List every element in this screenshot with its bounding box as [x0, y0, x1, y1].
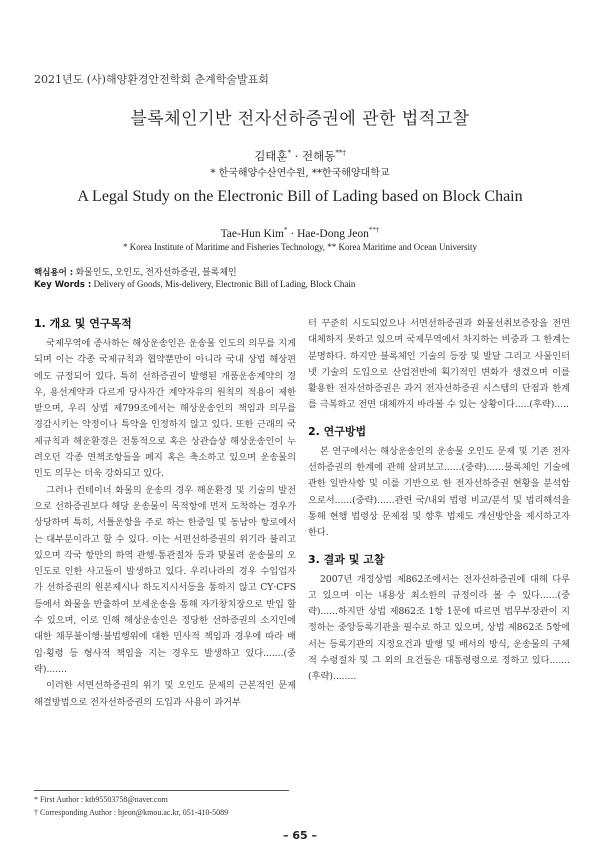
author-2-name: 전해동 — [301, 149, 336, 163]
section-2-heading: 2. 연구방법 — [308, 424, 367, 438]
section-1-paragraph-1: 국제무역에 종사하는 해상운송인은 운송물 인도의 의무를 지게 되며 이는 각종 국제규칙과 협약뿐만이 아니라 국내 상법 해상편에도 규정되어 있다. 특히 선하증권이 발행된 개품운송계약의 경우, 용선계약과 다르게 당사자간 계약자유의 원칙의 적용이 제한받으며, 우리 상법 제799조에서는 해상운송인의 책임과 의무를 경감시키는 약정이나 특약을 인정하지 않고 있다. 또한 근래의 국제규칙과 해운환경은 전통적으로 혹은 상관습상 해상운송인이 누려오던 각종 면책조항들을 폐지 혹은 축소하고 있으며 운송물의 인도 의무는 더욱 강화되고 있다. — [34, 338, 296, 480]
footnote-first-author: * First Author : ktb95503758@naver.com — [34, 795, 168, 804]
section-2-paragraph: 본 연구에서는 해상운송인의 운송물 오인도 문제 및 기존 전자선하증권의 한계에 관해 살펴보고......(중략)......블록체인 기술에 관한 일반사항 및 이를 기반으로 한 전자선하증권 현황을 분석함으로서......(중략)......관련 국/내외 법령 비교/분석 및 법리해석을 통해 현행 법령상 문제점 및 향후 법제도 개선방안을 제시하고자 한다. — [308, 445, 570, 539]
affiliation-korean: * 한국해양수산연수원, **한국해양대학교 — [210, 168, 390, 179]
title-english: A Legal Study on the Electronic Bill of Lading based on Block Chain — [77, 188, 523, 205]
authors-english — [0, 226, 600, 240]
section-1-paragraph-2: 그러나 컨테이너 화물의 운송의 경우 해운환경 및 기술의 발전으로 선하증권보다 해당 운송물이 목적항에 먼저 도착하는 경우가 상당하며 특히, 서틀운항을 주로 하는 한중일 및 동남아 항로에서는 대부분이라고 할 수 있다. 이는 서편선하증권의 위기라 불리고 있으며 각국 항만의 하역 관행·통관절차 등과 맞물려 운송물의 오인도로 인한 사고들이 발생하고 있다. 우리나라의 경우 수입업자가 선하증권의 원본제시나 하도지시서등을 통하지 않고 CY·CFS 등에서 화물을 반출하여 보세운송을 통해 자가창치장으로 반입 할 수 있으며, 이로 인해 해상운송인은 정당한 선하증권의 소지인에 대한 채무불이행·불법행위에 대한 민사적 책임과 경우에 따라 배임·횡령 등 형사적 책임을 지는 경우도 발생하고 있다.......(중략)....... — [34, 484, 296, 675]
author-1-name: 김태훈 — [254, 149, 288, 163]
keywords-korean — [34, 265, 237, 278]
section-1-heading: 1. 개요 및 연구목적 — [34, 317, 132, 330]
keywords-english-label: Key Words : — [34, 280, 92, 290]
keywords-english-text: Delivery of Goods, Mis-delivery, Electronic Bill of Lading, Block Chain — [91, 279, 356, 289]
section-1-continuation: 터 꾸준히 시도되었으나 서면선하증권과 화물선취보증장을 전면 대체하지 못하고 있으며 국제무역에서 차지하는 비중과 그 한계는 분명하다. 하지만 블록체인 기술의 등장 및 발달 그리고 사물인터넷 기술의 도입으로 산업전반에 획기적인 변화가 생겼으며 이를 활용한 전자선하증권은 과거 전자선하증권 시스템의 단점과 한계를 극복하고 전면 대체까지 바라볼 수 있는 상황이다.....(후략)..... — [308, 318, 570, 411]
author-2-mark-en: **† — [368, 226, 380, 234]
footnote-divider — [34, 790, 289, 791]
keywords-korean-text: 화물인도, 오인도, 전자선하증권, 블록체인 — [73, 267, 237, 277]
author-1-mark-en: * — [283, 226, 288, 234]
affiliation-english: * Korea Institute of Maritime and Fisheries Technology, ** Korea Maritime and Ocean University — [122, 242, 478, 252]
section-3-paragraph: 2007년 개정상법 제862조에서는 전자선하증권에 대해 다루고 있으며 이는 내용상 최소한의 규정이라 볼 수 있다......(중략)......하지만 상법 제862조 1항 1문에 따르면 법무부장관이 지정하는 중앙등록기관을 필수로 하고 있으며, 상법 제862조 5항에서는 등록기관의 지정요건과 발행 및 배서의 방식, 운송물의 구체적 수령절차 및 그 외의 요건들은 대통령령으로 정하고 있다.......(후략)........ — [308, 573, 570, 683]
keywords-english — [34, 279, 355, 290]
keywords-korean-label: 핵심용어 : — [34, 268, 74, 278]
page-number: – 65 – — [283, 829, 317, 842]
author-1-mark: * — [287, 149, 292, 158]
author-separator: · — [291, 149, 302, 163]
left-column — [34, 316, 296, 711]
authors-korean — [0, 148, 600, 164]
right-column — [308, 316, 570, 686]
conference-header: 2021년도 (사)해양환경안전학회 춘계학술발표회 — [34, 73, 269, 86]
footnote-corresponding-author: † Corresponding Author : hjeon@kmou.ac.kr, 051-410-5089 — [34, 808, 229, 817]
author-1-name-en: Tae-Hun Kim — [220, 227, 284, 240]
author-separator-en: · — [287, 227, 298, 240]
section-1-paragraph-3: 이러한 서면선하증권의 위기 및 오인도 문제의 근본적인 문제 해결방법으로 전자선하증권의 도입과 사용이 과거부 — [34, 680, 296, 708]
title-korean: 블록체인기반 전자선하증권에 관한 법적고찰 — [130, 109, 470, 129]
section-3-heading: 3. 결과 및 고찰 — [308, 552, 385, 566]
author-2-name-en: Hae-Dong Jeon — [297, 227, 369, 240]
author-2-mark: **† — [335, 149, 346, 158]
